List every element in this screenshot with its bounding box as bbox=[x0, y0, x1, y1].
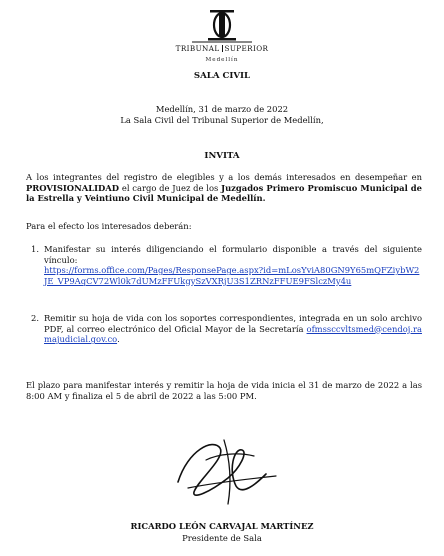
columns-emblem-icon bbox=[172, 6, 272, 46]
sala-heading: SALA CIVIL bbox=[193, 71, 251, 81]
deadline-paragraph: El plazo para manifestar interés y remitir la hoja de vida inicia el 31 de marzo de 2022 a las 8:00 AM y finaliza el 5 de abril de 2022 a las 5:00 PM. bbox=[26, 380, 422, 401]
handwritten-signature bbox=[158, 430, 288, 508]
signer-role: Presidente de Sala bbox=[182, 533, 262, 543]
signer-name: RICARDO LEÓN CARVAJAL MARTÍNEZ bbox=[130, 521, 314, 531]
document-date: Medellín, 31 de marzo de 2022 bbox=[155, 104, 289, 114]
tribunal-logo bbox=[172, 6, 272, 68]
list-item: 1. Manifestar su interés diligenciando el formulario disponible a través del siguiente vínculo: https://forms.office.com/Pages/ResponsePage.aspx?id=mLosYviA80GN9Y65mQFZiybW2JE_VP9AqCV72Wl0k7dUMzFFUkgySzVXRjU3S1ZRNzFFUE9FSlczMy4u bbox=[31, 244, 422, 286]
invita-heading: INVITA bbox=[204, 151, 240, 161]
logo-wordmark: TRIBUNAL SUPERIOR bbox=[175, 44, 269, 53]
list-number: 2. bbox=[31, 313, 39, 323]
list-number: 1. bbox=[31, 244, 39, 254]
form-link[interactable]: https://forms.office.com/Pages/ResponsePage.aspx?id=mLosYviA80GN9Y65mQFZiybW2JE_VP9AqCV72Wl0k7dUMzFFUkgySzVXRjU3S1ZRNzFFUE9FSlczMy4u bbox=[44, 265, 420, 286]
instructions-lead: Para el efecto los interesados deberán: bbox=[26, 221, 192, 231]
list-item: 2. Remitir su hoja de vida con los soportes correspondientes, integrada en un solo archivo PDF, al correo electrónico del Oficial Mayor de la Secretaría ofmssccvltsmed@cendoj.ramajudicial.gov.co. bbox=[31, 313, 422, 345]
logo-city: Medellín bbox=[205, 57, 239, 63]
email-link[interactable]: ofmssccvltsmed@cendoj.ramajudicial.gov.co bbox=[44, 323, 422, 345]
intro-paragraph: A los integrantes del registro de elegibles y a los demás interesados en desempeñar en PROVISIONALIDAD el cargo de Juez de los Juzgados Primero Promiscuo Municipal de la Estrella y Veintiuno Civil Municipal de Medellín. bbox=[26, 172, 422, 204]
issuer-line: La Sala Civil del Tribunal Superior de Medellín, bbox=[120, 115, 324, 125]
